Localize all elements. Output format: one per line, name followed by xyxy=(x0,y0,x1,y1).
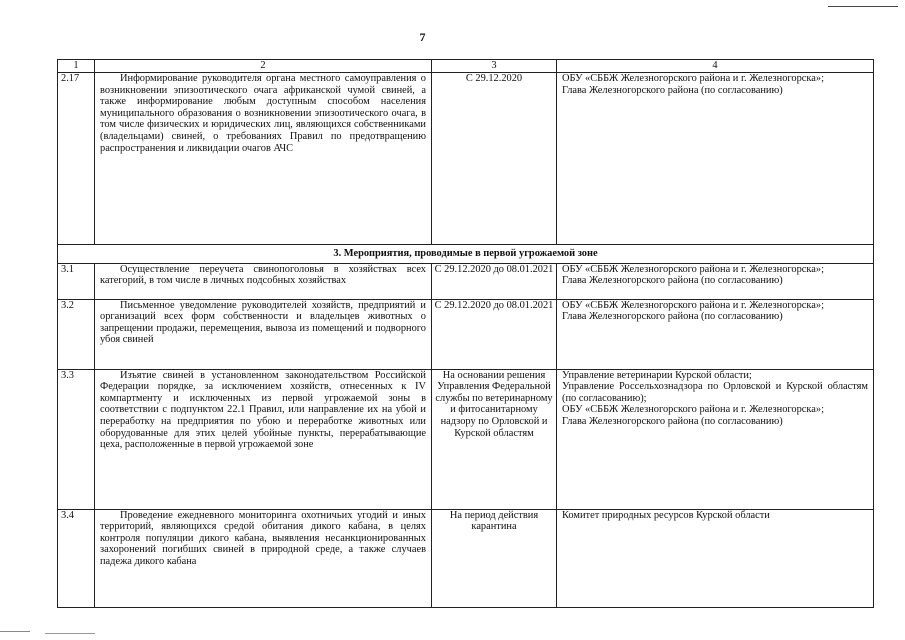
row-number: 2.17 xyxy=(58,73,95,245)
measure-text: Проведение ежедневного мониторинга охотничьих угодий и иных территорий, являющихся средой обитания дикого кабана, в целях контроля популяции дикого кабана, выявления несанкционированных захоронений погибших свиней в природной среде, а также случаев падежа дикого кабана xyxy=(95,509,432,607)
row-number: 3.3 xyxy=(58,369,95,509)
measures-table xyxy=(57,59,874,608)
responsible xyxy=(557,369,874,509)
responsible-line: ОБУ «СББЖ Железногорского района и г. Железногорска»; xyxy=(562,263,825,275)
responsible xyxy=(557,509,874,607)
responsible-line: Управление Россельхознадзора по Орловской и Курской областям (по согласованию); xyxy=(562,381,868,404)
responsible-line: ОБУ «СББЖ Железногорского района и г. Железногорска»; xyxy=(562,299,825,311)
page-number: 7 xyxy=(419,30,426,44)
responsible xyxy=(557,73,874,245)
measure-text: Информирование руководителя органа местного самоуправления о возникновении эпизоотического очага африканской чумой свиней, а также информирование любым доступным способом населения муниципального образования о возникновении эпизоотического очага, в том числе физических и юридических лиц, являющихся собственниками (владельцами) свиней, о требованиях Правил по предотвращению распространения и ликвидации очагов АЧС xyxy=(95,73,432,245)
table-row xyxy=(58,263,874,299)
column-header-2: 2 xyxy=(95,60,432,73)
section-heading-row xyxy=(58,245,874,264)
table-row xyxy=(58,369,874,509)
responsible xyxy=(557,299,874,369)
responsible-line: Глава Железногорского района (по согласованию) xyxy=(562,415,783,427)
column-header-4: 4 xyxy=(557,60,874,73)
responsible xyxy=(557,263,874,299)
responsible-line: ОБУ «СББЖ Железногорского района и г. Железногорска»; xyxy=(562,404,825,416)
deadline: На основании решения Управления Федеральной службы по ветеринарному и фитосанитарному надзору по Орловской и Курской областям xyxy=(432,369,557,509)
responsible-line: Управление ветеринарии Курской области; xyxy=(562,369,752,381)
scan-mark xyxy=(0,631,30,632)
deadline: На период действия карантина xyxy=(432,509,557,607)
row-number: 3.4 xyxy=(58,509,95,607)
table-row xyxy=(58,299,874,369)
table-row xyxy=(58,509,874,607)
responsible-line: ОБУ «СББЖ Железногорского района и г. Железногорска»; xyxy=(562,73,825,84)
deadline: С 29.12.2020 xyxy=(432,73,557,245)
measure-text: Письменное уведомление руководителей хозяйств, предприятий и организаций всех форм собственности и владельцев животных о запрещении продажи, перемещения, вывоза из помещений и подворного убоя свиней xyxy=(95,299,432,369)
deadline: С 29.12.2020 до 08.01.2021 xyxy=(432,263,557,299)
table-row xyxy=(58,73,874,245)
column-header-1: 1 xyxy=(58,60,95,73)
column-header-3: 3 xyxy=(432,60,557,73)
measure-text: Осуществление переучета свинопоголовья в хозяйствах всех категорий, в том числе в личных подсобных хозяйствах xyxy=(95,263,432,299)
responsible-line: Глава Железногорского района (по согласованию) xyxy=(562,311,783,323)
deadline: С 29.12.2020 до 08.01.2021 xyxy=(432,299,557,369)
responsible-line: Комитет природных ресурсов Курской области xyxy=(562,509,770,521)
row-number: 3.1 xyxy=(58,263,95,299)
responsible-line: Глава Железногорского района (по согласованию) xyxy=(562,275,783,287)
measure-text: Изъятие свиней в установленном законодательством Российской Федерации порядке, за исключением хозяйств, отнесенных к IV компартменту и исключенных из первой угрожаемой зоны в соответствии с подпунктом 22.1 Правил, или направление их на убой и переработку на предприятия по убою и переработке животных или оборудованные для этих целей убойные пункты, перерабатывающие цеха, расположенные в первой угрожаемой зоне xyxy=(95,369,432,509)
section-title: 3. Мероприятия, проводимые в первой угрожаемой зоне xyxy=(58,245,874,264)
top-rule xyxy=(828,6,898,7)
scan-mark xyxy=(45,633,95,634)
row-number: 3.2 xyxy=(58,299,95,369)
table-header-row xyxy=(58,60,874,73)
responsible-line: Глава Железногорского района (по согласованию) xyxy=(562,84,783,96)
